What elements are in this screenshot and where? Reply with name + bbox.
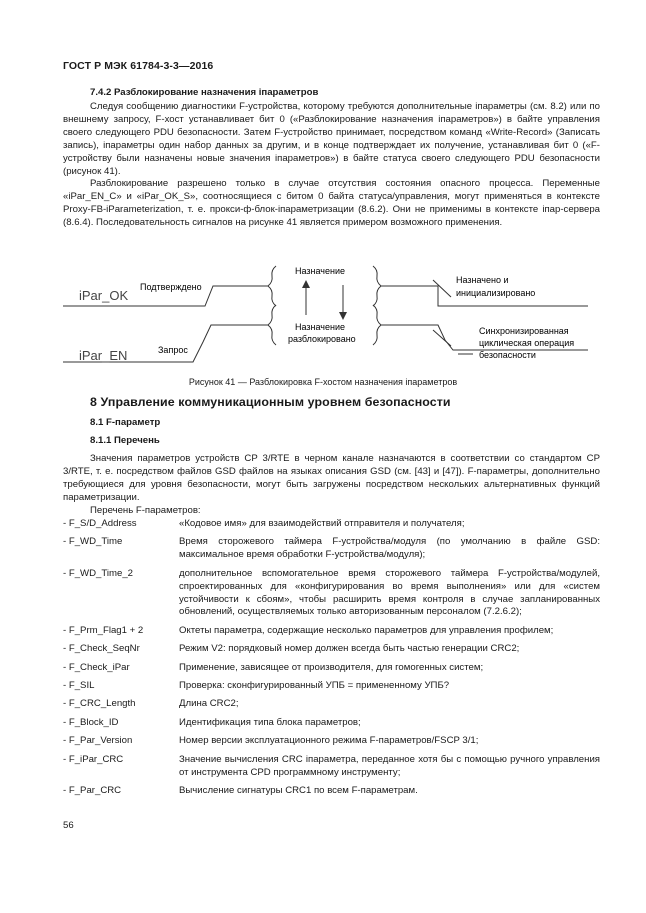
list-item [63, 643, 600, 656]
param-name: - F_Par_CRC [63, 785, 122, 796]
down-arrow-head [339, 312, 347, 320]
list-item [63, 754, 600, 780]
param-description: дополнительное вспомогательное время сторожевого таймера F-устройства/модулей, спроектированных для «конфигурирования во время выполнения» или для «систем устойчивости к сбоям», чтобы расширить время контроля в случае запланированных обновлений, осуществляемых только авторизованным персоналом (7.2.6.2); [179, 567, 600, 618]
signal-ipar-en: iPar_EN [79, 348, 128, 363]
list-item [63, 625, 600, 638]
param-name: - F_Check_SeqNr [63, 643, 140, 655]
signal-ipar-ok: iPar_OK [79, 288, 129, 303]
param-name: - F_Par_Version [63, 735, 133, 747]
param-description: Октеты параметра, содержащие несколько параметров для управления профилем; [179, 624, 554, 636]
param-description: Режим V2: порядковый номер должен всегда быть частью генерации CRC2; [179, 643, 520, 655]
break-mark [268, 325, 276, 345]
param-description: Применение, зависящее от производителя, для гомогенных систем; [179, 661, 484, 673]
list-item [63, 680, 600, 693]
list-item [63, 536, 600, 562]
param-name: - F_WD_Time_2 [63, 567, 134, 579]
document-header: ГОСТ Р МЭК 61784-3-3—2016 [63, 60, 214, 72]
break-mark [268, 266, 276, 286]
list-item [63, 785, 600, 798]
label-unlock-1: Назначение [295, 322, 346, 332]
param-name: - F_Prm_Flag1 + 2 [63, 624, 144, 636]
label-request: Запрос [158, 345, 188, 355]
page-number: 56 [63, 820, 74, 831]
section-8-1-title: 8.1 F-параметр [90, 417, 161, 428]
section-8-title: 8 Управление коммуникационным уровнем безопасности [90, 395, 451, 409]
paragraph-3: Значения параметров устройств CP 3/RTE в черном канале назначаются в соответствии со стандартом CP 3/RTE, т. е. посредством файлов GSD файлов на языках описания GSD (см. [43] и [47]). F-параметры, дополнительно требующиеся для уровня безопасности, могут быть загружены посредством нескольких альтернативных функций параметризации. [63, 453, 600, 503]
break-mark [268, 305, 276, 325]
list-item [63, 735, 600, 748]
ok-pointer-line [433, 280, 451, 297]
label-sync-1: Синхронизированная [479, 326, 569, 336]
list-item [63, 568, 600, 620]
section-7-4-2-title: 7.4.2 Разблокирование назначения iпараметров [90, 87, 319, 98]
signal-timing-diagram [63, 250, 593, 375]
list-item [63, 698, 600, 711]
paragraph-2: Разблокирование разрешено только в случае отсутствия состояния опасного процесса. Переменные «iPar_EN_C» и «iPar_OK_S», соотносящиеся с битом 0 байта статуса/управления, могут применяться в контексте Proxy-FB-iParameterization, т. е. прокси-ф-блок-iпараметризации (8.6.2). Они не применимы в контексте iпар-сервера (8.6.4). Последовательность сигналов на рисунке 41 является примером возможного применения. [63, 178, 600, 229]
list-item [63, 662, 600, 675]
param-description: Вычисление сигнатуры CRC1 по всем F-параметрам. [179, 785, 418, 796]
section-8-1-1-body [63, 453, 600, 518]
param-description: «Кодовое имя» для взаимодействий отправителя и получателя; [179, 518, 465, 529]
f-parameter-list [63, 518, 600, 803]
paragraph-1: Следуя сообщению диагностики F-устройства, которому требуются дополнительные iпараметры (см. 8.2) или по внешнему запросу, F-хост устанавливает бит 0 («Разблокирование назначения iпараметров») в байте управления своего следующего PDU безопасности. Затем F-устройство принимает, посредством команд «Write-Record» (Записать запись), iпараметры один набор данных за другим, и в конце подтверждает их получение, устанавливая бит 0 («F-устройству были назначены новые значения iпараметров») в байте статуса своего следующего PDU безопасности (рисунок 41). [63, 101, 600, 177]
list-item [63, 717, 600, 730]
paragraph-4: Перечень F-параметров: [90, 504, 201, 516]
param-description: Время сторожевого таймера F-устройства/модуля (по умолчанию в файле GSD: максимальное время обработки F-устройства/модуля); [179, 536, 600, 561]
param-description: Длина CRC2; [179, 698, 239, 710]
figure-caption: Рисунок 41 — Разблокировка F-хостом назначения iпараметров [188, 377, 458, 387]
section-8-1-1-title: 8.1.1 Перечень [90, 435, 160, 446]
label-sync-2: циклическая операция [479, 338, 575, 348]
param-name: - F_Block_ID [63, 716, 119, 728]
label-sync-3: безопасности [479, 350, 536, 360]
break-mark [373, 325, 381, 345]
param-name: - F_S/D_Address [63, 518, 137, 529]
break-mark [268, 286, 276, 306]
param-name: - F_CRC_Length [63, 698, 136, 710]
label-confirmed: Подтверждено [140, 282, 202, 292]
param-description: Значение вычисления CRC iпараметра, переданное хотя бы с помощью ручного управления от инструмента CPD программному инструменту; [179, 753, 600, 778]
break-mark [373, 305, 381, 325]
param-description: Идентификация типа блока параметров; [179, 716, 361, 728]
param-name: - F_Check_iPar [63, 661, 130, 673]
up-arrow-head [302, 280, 310, 288]
param-name: - F_WD_Time [63, 536, 123, 548]
param-description: Проверка: сконфигурированный УПБ = примененному УПБ? [179, 680, 450, 692]
label-assignment: Назначение [295, 266, 346, 276]
label-unlock-2: разблокировано [288, 334, 356, 344]
break-mark [373, 286, 381, 306]
section-7-4-2-body [63, 101, 600, 230]
break-mark [373, 266, 381, 286]
param-name: - F_SIL [63, 680, 95, 692]
label-assigned-2: инициализировано [456, 288, 536, 298]
label-assigned-1: Назначено и [456, 275, 509, 285]
param-description: Номер версии эксплуатационного режима F-параметров/FSCP 3/1; [179, 735, 479, 747]
list-item [63, 518, 600, 531]
param-name: - F_iPar_CRC [63, 753, 124, 765]
